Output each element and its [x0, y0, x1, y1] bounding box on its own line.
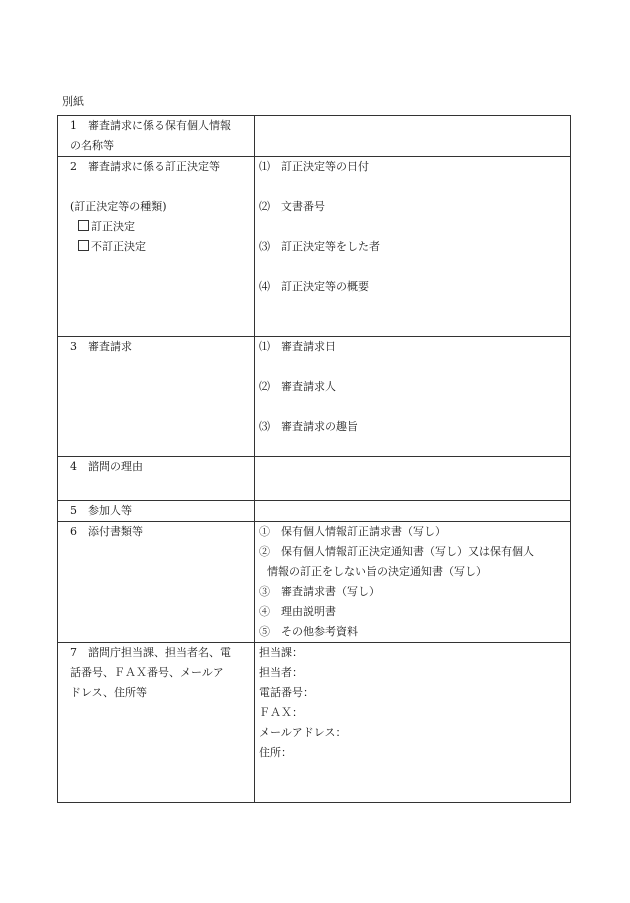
- row-1-label: [58, 116, 255, 157]
- checkbox-icon: [78, 220, 89, 231]
- row-2-item-2: ⑵ 文書番号: [259, 200, 325, 213]
- row-3-title: 3 審査請求: [70, 340, 132, 353]
- row-4-title: 4 諮問の理由: [70, 460, 143, 473]
- checkbox-icon: [78, 240, 89, 251]
- attachment-2-continued: 情報の訂正をしない旨の決定通知書（写し）: [267, 565, 487, 578]
- contact-person: 担当者：: [259, 666, 303, 679]
- row-4: [58, 457, 571, 501]
- row-7-label-line-2: 話番号、ＦＡＸ番号、メールア: [70, 666, 224, 679]
- contact-email: メールアドレス：: [259, 726, 347, 739]
- row-3-item-3: ⑶ 審査請求の趣旨: [259, 420, 358, 433]
- attachment-1: ① 保有個人情報訂正請求書（写し）: [259, 525, 446, 538]
- row-1-label-line-2: の名称等: [70, 139, 114, 152]
- attachment-3: ③ 審査請求書（写し）: [259, 585, 380, 598]
- row-1-label-line-1: 1 審査請求に係る保有個人情報: [70, 119, 231, 132]
- row-2-item-3: ⑶ 訂正決定等をした者: [259, 240, 380, 253]
- contact-department: 担当課：: [259, 646, 303, 659]
- row-1-value: [255, 116, 571, 157]
- row-6: [58, 522, 571, 643]
- attachment-5: ⑤ その他参考資料: [259, 625, 358, 638]
- row-2-label: [58, 157, 255, 337]
- row-5-value: [255, 501, 571, 522]
- attachment-4: ④ 理由説明書: [259, 605, 336, 618]
- decision-type-option-2-label: 不訂正決定: [91, 240, 146, 253]
- row-3-label: [58, 337, 255, 457]
- decision-type-option-1-label: 訂正決定: [91, 220, 135, 233]
- attachment-2: ② 保有個人情報訂正決定通知書（写し）又は保有個人: [259, 545, 534, 558]
- row-2-item-1: ⑴ 訂正決定等の日付: [259, 160, 369, 173]
- decision-type-option-2: [62, 237, 250, 257]
- row-6-label: [58, 522, 255, 643]
- row-5-title: 5 参加人等: [70, 504, 132, 517]
- row-6-title: 6 添付書類等: [70, 525, 143, 538]
- row-6-value: [255, 522, 571, 643]
- row-4-value: [255, 457, 571, 501]
- decision-type-option-1: [62, 217, 250, 237]
- row-2-item-4: ⑷ 訂正決定等の概要: [259, 280, 369, 293]
- contact-phone: 電話番号：: [259, 686, 314, 699]
- row-7: [58, 643, 571, 803]
- row-2-subtitle: (訂正決定等の種類): [70, 200, 167, 213]
- row-2-title: 2 審査請求に係る訂正決定等: [70, 160, 220, 173]
- row-4-label: [58, 457, 255, 501]
- contact-address: 住所：: [259, 746, 292, 759]
- row-7-label-line-3: ドレス、住所等: [70, 686, 147, 699]
- row-2: [58, 157, 571, 337]
- row-3-item-2: ⑵ 審査請求人: [259, 380, 336, 393]
- row-3-item-1: ⑴ 審査請求日: [259, 340, 336, 353]
- row-7-value: [255, 643, 571, 803]
- row-1: [58, 116, 571, 157]
- page-label: 別紙: [62, 95, 84, 108]
- row-5-label: [58, 501, 255, 522]
- row-3: [58, 337, 571, 457]
- row-2-value: [255, 157, 571, 337]
- contact-fax: ＦＡＸ：: [259, 706, 303, 719]
- row-7-label: [58, 643, 255, 803]
- appendix-form-table: [57, 115, 571, 803]
- row-7-label-line-1: 7 諮問庁担当課、担当者名、電: [70, 646, 231, 659]
- row-5: [58, 501, 571, 522]
- row-3-value: [255, 337, 571, 457]
